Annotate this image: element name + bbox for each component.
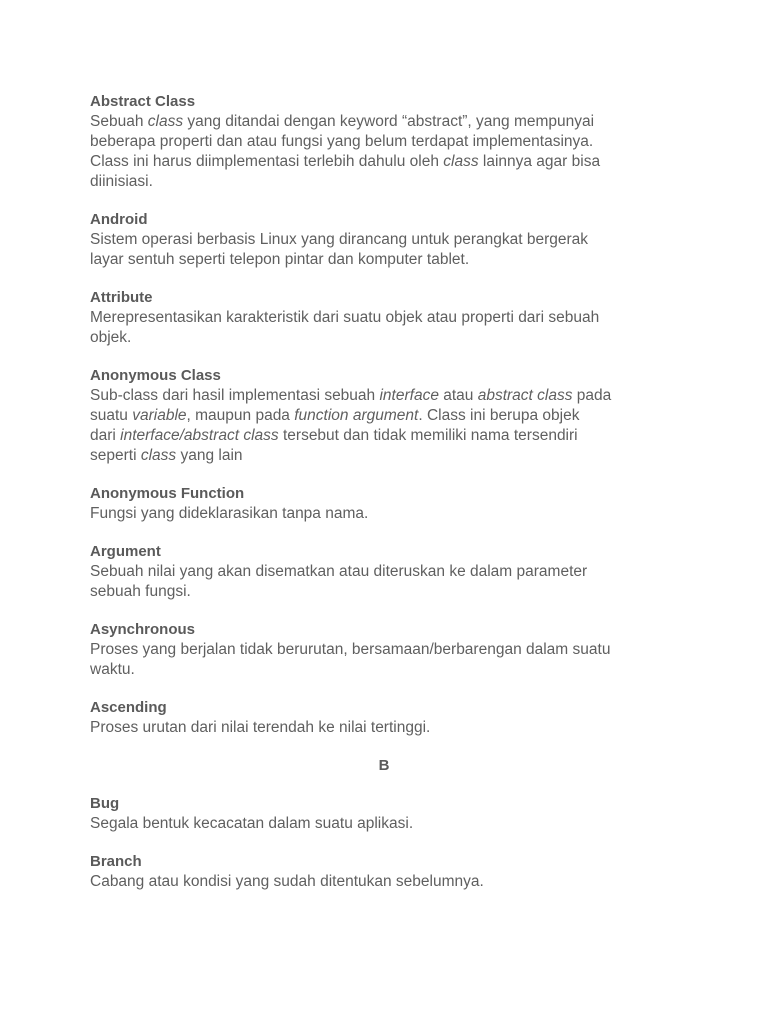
definition-line: [90, 152, 690, 172]
definition-text: Sebuah: [90, 113, 148, 130]
definition-text: layar sentuh seperti telepon pintar dan komputer tablet.: [90, 251, 470, 268]
definition-italic-text: class: [443, 153, 479, 170]
definition-text: lainnya agar bisa: [478, 153, 601, 170]
section-letter-heading: B: [378, 757, 390, 774]
glossary-term: Attribute: [90, 289, 153, 306]
definition-text: dari: [90, 427, 121, 444]
glossary-term: Ascending: [90, 699, 167, 716]
definition-text: yang ditandai dengan keyword “abstract”, yang mempunyai: [183, 113, 595, 130]
definition-text: Proses yang berjalan tidak berurutan, bersamaan/berbarengan dalam suatu: [90, 641, 611, 658]
glossary-term: Android: [90, 211, 148, 228]
glossary-definition: [90, 308, 690, 348]
definition-text: yang lain: [176, 447, 243, 464]
definition-line: [90, 250, 690, 270]
definition-line: [90, 582, 690, 602]
glossary-entry-anonymous-class: [90, 366, 690, 466]
definition-text: , maupun pada: [186, 407, 295, 424]
definition-text: objek.: [90, 329, 132, 346]
definition-text: . Class ini berupa objek: [418, 407, 580, 424]
glossary-definition: [90, 112, 690, 192]
definition-line: [90, 406, 690, 426]
definition-italic-text: function argument: [294, 407, 419, 424]
glossary-section-a: [90, 92, 690, 738]
definition-line: [90, 872, 690, 892]
definition-text: suatu: [90, 407, 133, 424]
definition-text: waktu.: [90, 661, 135, 678]
definition-text: Fungsi yang dideklarasikan tanpa nama.: [90, 505, 369, 522]
glossary-section-b: [90, 794, 690, 892]
glossary-term: Asynchronous: [90, 621, 196, 638]
glossary-term: Branch: [90, 853, 142, 870]
definition-italic-text: interface: [379, 387, 439, 404]
glossary-term: Anonymous Function: [90, 485, 245, 502]
glossary-term: Argument: [90, 543, 161, 560]
definition-text: Segala bentuk kecacatan dalam suatu aplikasi.: [90, 815, 414, 832]
glossary-entry-argument: [90, 542, 690, 602]
glossary-term: Abstract Class: [90, 93, 196, 110]
definition-italic-text: class: [140, 447, 177, 464]
definition-line: [90, 426, 690, 446]
glossary-definition: [90, 562, 690, 602]
glossary-definition: [90, 718, 690, 738]
definition-line: [90, 386, 690, 406]
glossary-term: Bug: [90, 795, 120, 812]
definition-text: Sebuah nilai yang akan disematkan atau diteruskan ke dalam parameter: [90, 563, 588, 580]
definition-line: [90, 718, 690, 738]
glossary-entry-anonymous-function: [90, 484, 690, 524]
glossary-definition: [90, 640, 690, 680]
definition-italic-text: interface/abstract class: [120, 427, 279, 444]
definition-line: [90, 230, 690, 250]
definition-line: [90, 132, 690, 152]
definition-text: tersebut dan tidak memiliki nama tersendiri: [278, 427, 578, 444]
definition-italic-text: variable: [132, 407, 187, 424]
definition-text: Sistem operasi berbasis Linux yang dirancang untuk perangkat bergerak: [90, 231, 589, 248]
definition-line: [90, 660, 690, 680]
glossary-term: Anonymous Class: [90, 367, 221, 384]
glossary-definition: [90, 872, 690, 892]
definition-text: Merepresentasikan karakteristik dari suatu objek atau properti dari sebuah: [90, 309, 600, 326]
glossary-entry-bug: [90, 794, 690, 834]
glossary-page: [90, 92, 690, 910]
definition-text: Class ini harus diimplementasi terlebih dahulu oleh: [90, 153, 444, 170]
glossary-entry-branch: [90, 852, 690, 892]
definition-line: [90, 446, 690, 466]
definition-text: seperti: [90, 447, 141, 464]
definition-text: sebuah fungsi.: [90, 583, 191, 600]
definition-line: [90, 640, 690, 660]
glossary-definition: [90, 230, 690, 270]
definition-line: [90, 328, 690, 348]
glossary-definition: [90, 504, 690, 524]
glossary-entry-abstract-class: [90, 92, 690, 192]
definition-line: [90, 308, 690, 328]
glossary-definition: [90, 814, 690, 834]
definition-line: [90, 562, 690, 582]
definition-line: [90, 814, 690, 834]
definition-text: pada: [572, 387, 612, 404]
definition-italic-text: class: [147, 113, 184, 130]
definition-text: diinisiasi.: [90, 173, 153, 190]
definition-text: Proses urutan dari nilai terendah ke nilai tertinggi.: [90, 719, 431, 736]
definition-text: atau: [438, 387, 478, 404]
definition-text: beberapa properti dan atau fungsi yang belum terdapat implementasinya.: [90, 133, 594, 150]
definition-line: [90, 112, 690, 132]
glossary-entry-attribute: [90, 288, 690, 348]
glossary-entry-android: [90, 210, 690, 270]
glossary-entry-asynchronous: [90, 620, 690, 680]
definition-italic-text: abstract class: [477, 387, 573, 404]
glossary-definition: [90, 386, 690, 466]
definition-text: Sub-class dari hasil implementasi sebuah: [90, 387, 380, 404]
definition-line: [90, 172, 690, 192]
definition-line: [90, 504, 690, 524]
definition-text: Cabang atau kondisi yang sudah ditentukan sebelumnya.: [90, 873, 484, 890]
glossary-entry-ascending: [90, 698, 690, 738]
